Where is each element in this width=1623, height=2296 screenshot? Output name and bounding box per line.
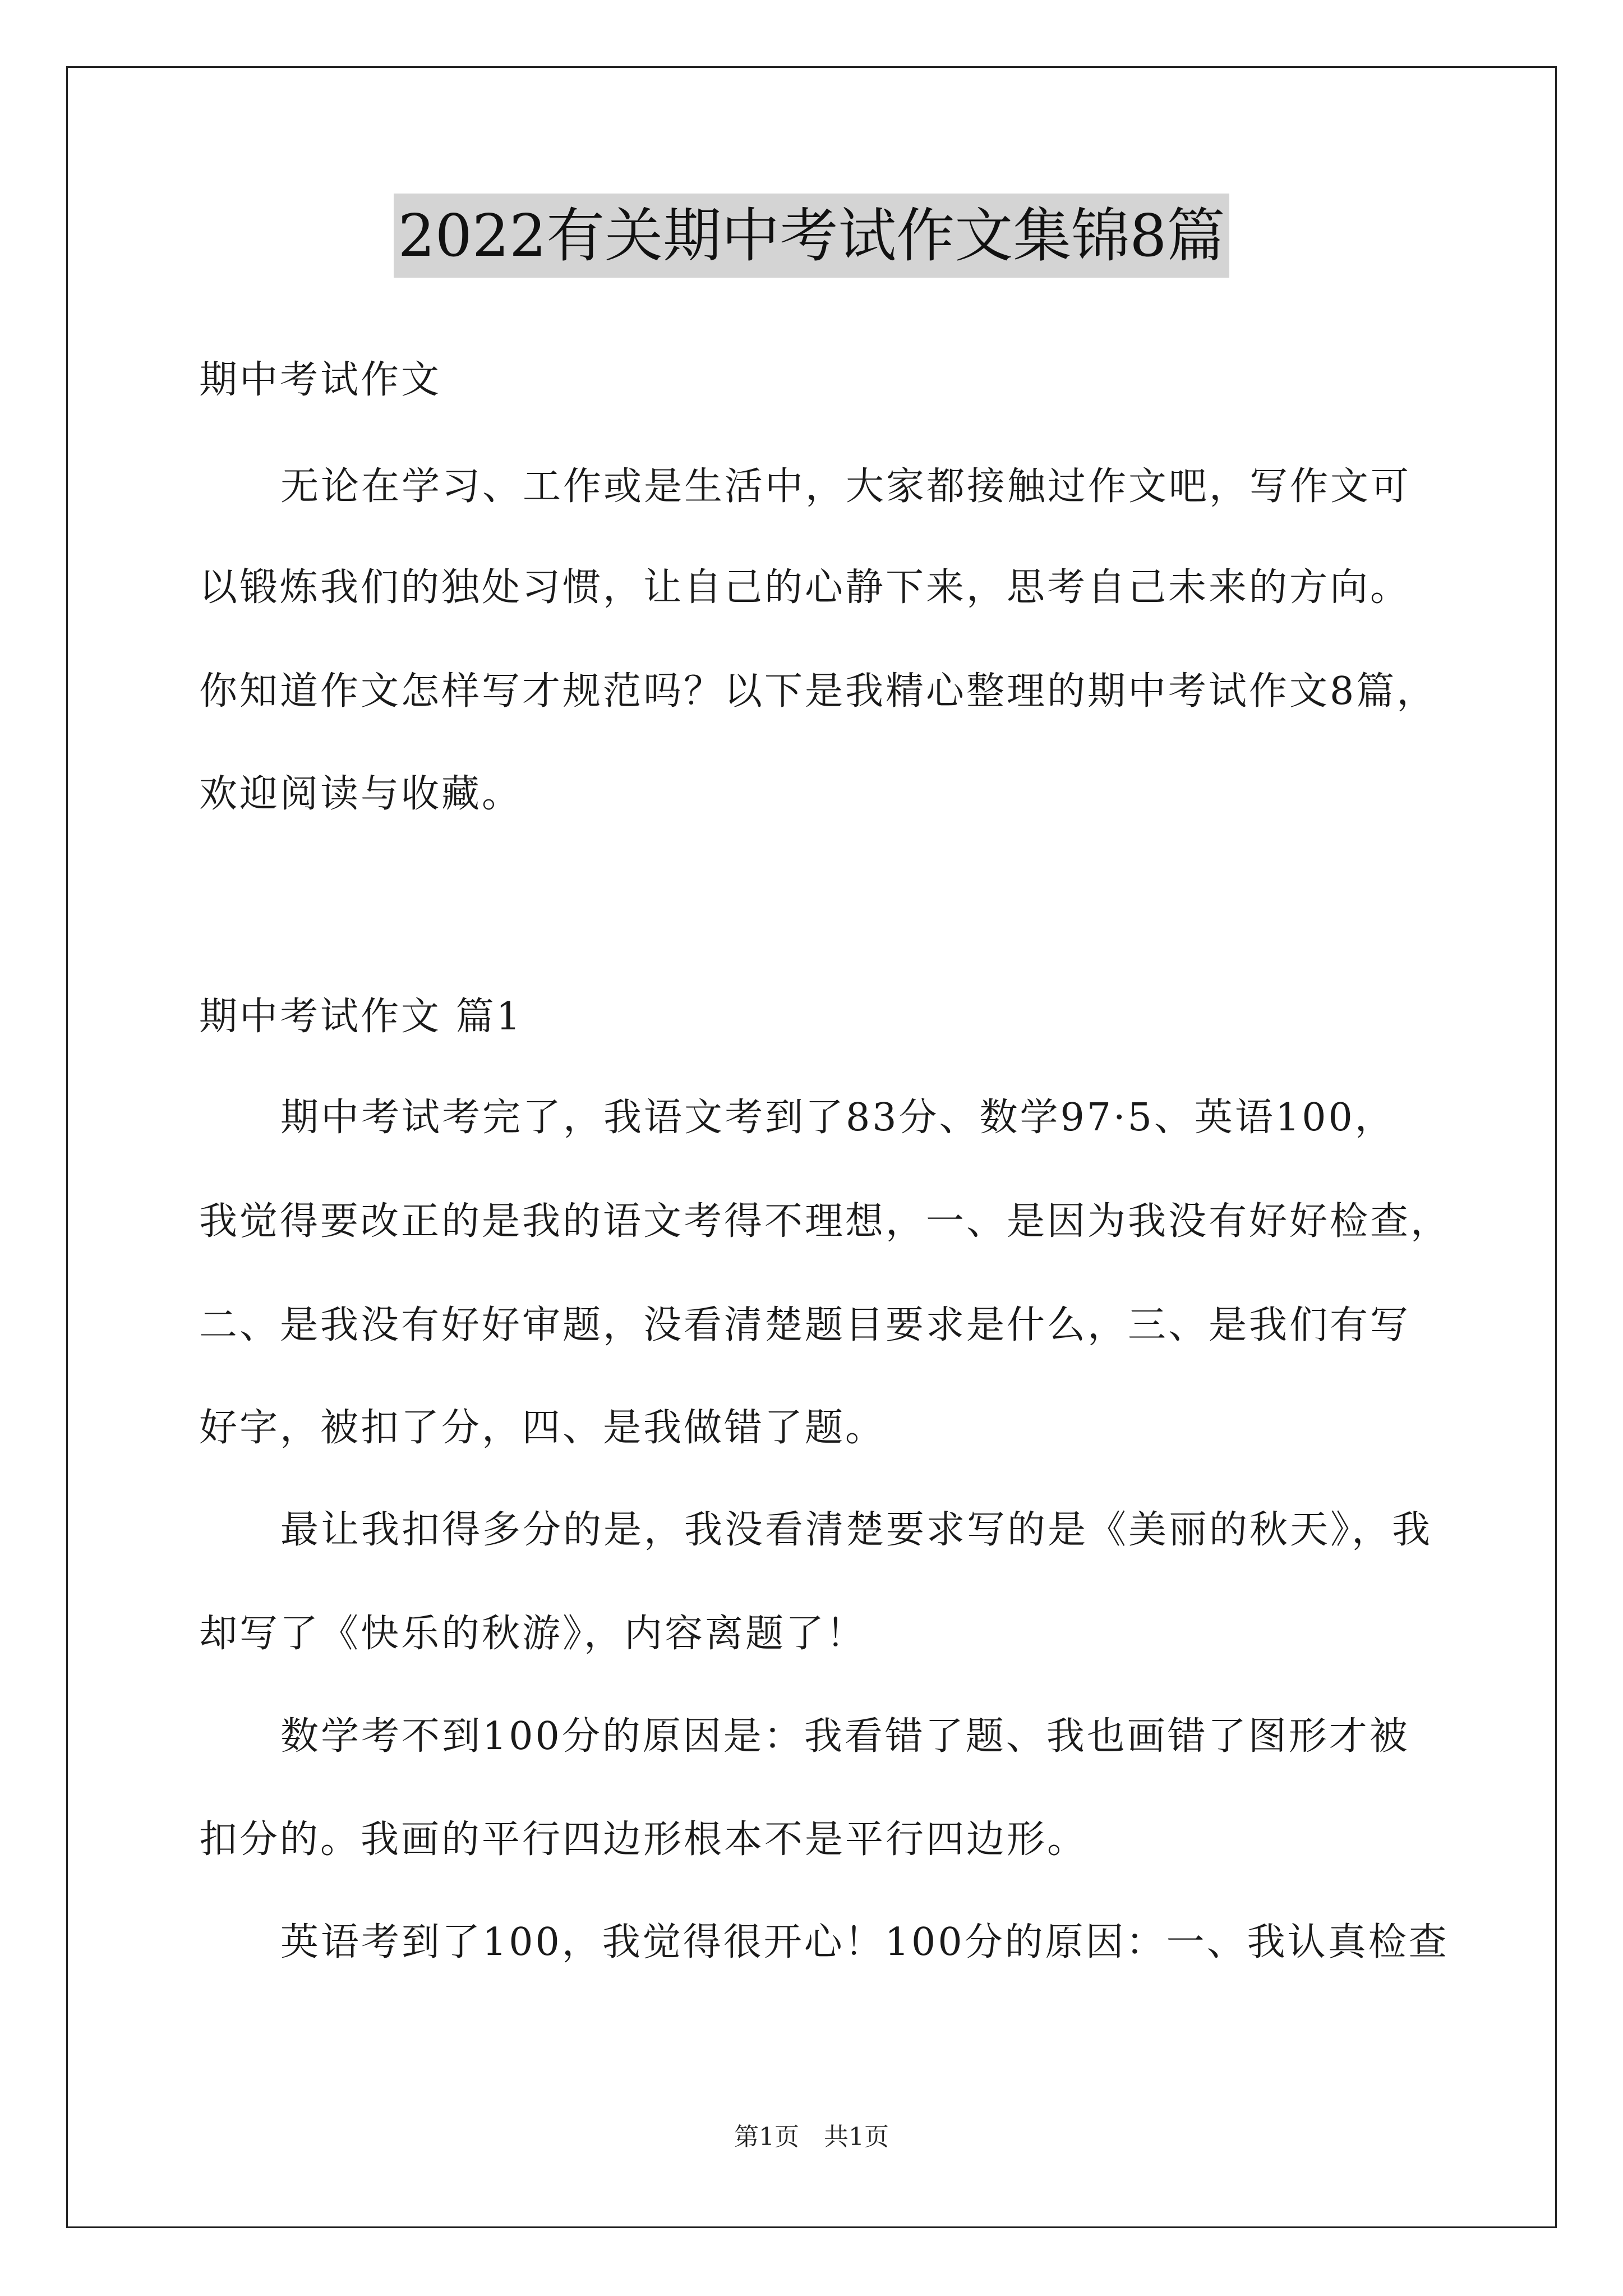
page-footer: 第1页 共1页 (734, 2123, 889, 2151)
section-heading: 期中考试作文 (199, 358, 442, 402)
paragraph-line: 好字，被扣了分，四、是我做错了题。 (199, 1406, 886, 1450)
paragraph-line: 期中考试考完了，我语文考到了83分、数学97·5、英语100， (280, 1096, 1395, 1140)
paragraph-line: 你知道作文怎样写才规范吗？以下是我精心整理的期中考试作文8篇， (199, 669, 1437, 714)
title-container (0, 194, 1623, 278)
document-title: 2022有关期中考试作文集锦8篇 (394, 194, 1230, 278)
paragraph-line: 二、是我没有好好审题，没看清楚题目要求是什么，三、是我们有写 (199, 1303, 1411, 1347)
paragraph-line: 我觉得要改正的是我的语文考得不理想，一、是因为我没有好好检查， (199, 1199, 1451, 1244)
paragraph-line: 英语考到了100，我觉得很开心！100分的原因：一、我认真检查 (280, 1920, 1449, 1964)
paragraph-line: 最让我扣得多分的是，我没看清楚要求写的是《美丽的秋天》，我 (280, 1508, 1433, 1552)
paragraph-line: 以锻炼我们的独处习惯，让自己的心静下来，思考自己未来的方向。 (199, 565, 1411, 610)
section-heading: 期中考试作文 篇1 (199, 995, 523, 1039)
paragraph-line: 无论在学习、工作或是生活中，大家都接触过作文吧，写作文可 (280, 464, 1412, 509)
paragraph-line: 欢迎阅读与收藏。 (199, 772, 523, 816)
paragraph-line: 数学考不到100分的原因是：我看错了题、我也画错了图形才被 (280, 1714, 1410, 1759)
paragraph-line: 却写了《快乐的秋游》，内容离题了！ (199, 1612, 867, 1656)
paragraph-line: 扣分的。我画的平行四边形根本不是平行四边形。 (199, 1818, 1088, 1862)
